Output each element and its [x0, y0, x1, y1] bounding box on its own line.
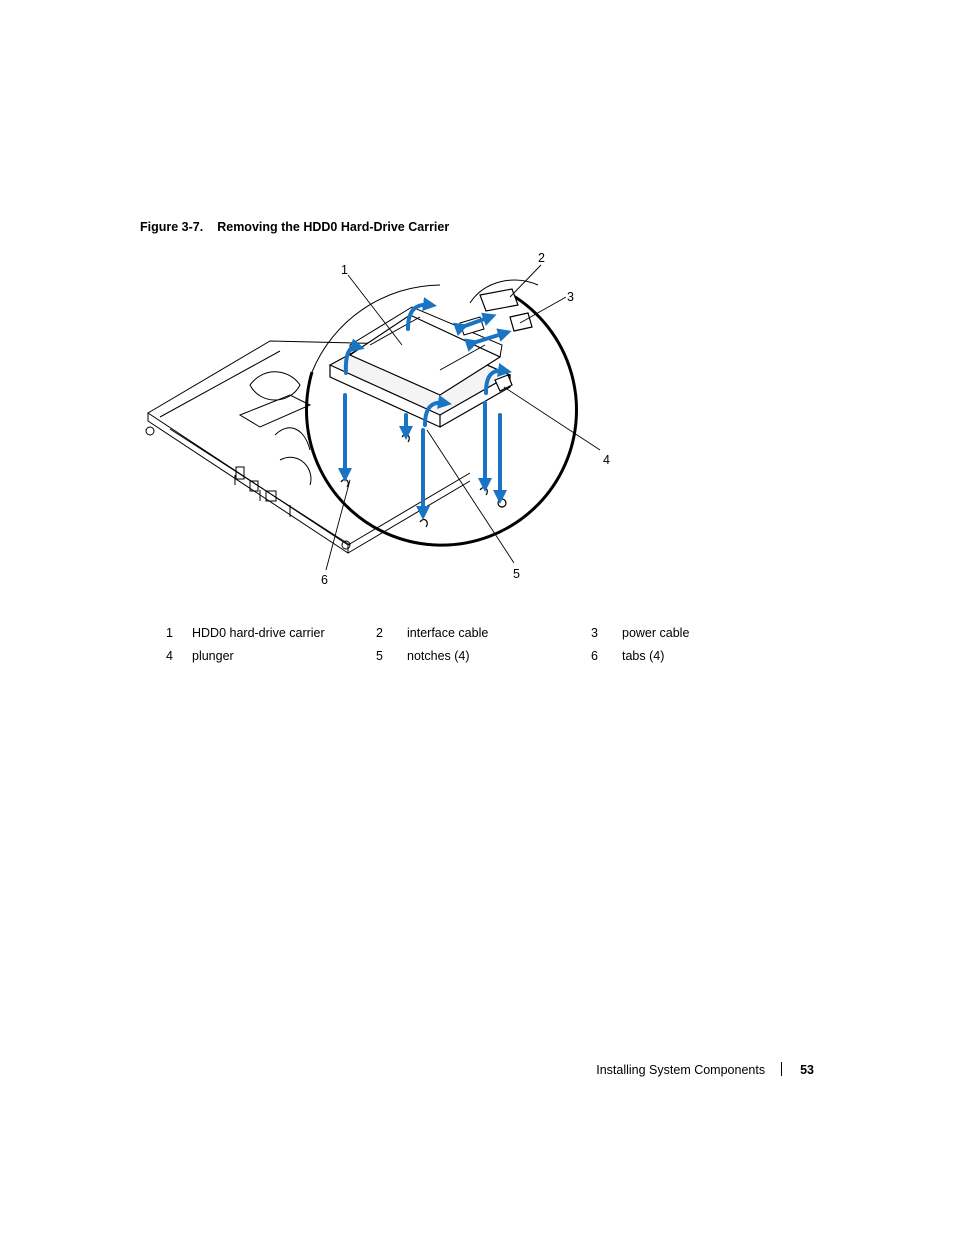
callout-4: 4 [603, 453, 610, 467]
legend-number: 6 [591, 649, 598, 663]
hdd0-carrier-illustration [140, 245, 640, 600]
callout-legend [166, 626, 726, 672]
legend-row [166, 626, 726, 649]
section-title: Installing System Components [596, 1063, 766, 1077]
legend-row [166, 649, 726, 672]
callout-3: 3 [567, 290, 574, 304]
legend-number: 2 [376, 626, 383, 640]
legend-label: interface cable [407, 626, 489, 640]
callout-5: 5 [513, 567, 520, 581]
figure-number: Figure 3-7. [140, 220, 204, 234]
callout-2: 2 [538, 251, 545, 265]
legend-label: plunger [192, 649, 234, 663]
legend-number: 4 [166, 649, 173, 663]
figure-title: Removing the HDD0 Hard-Drive Carrier [217, 220, 450, 234]
legend-number: 3 [591, 626, 598, 640]
legend-label: power cable [622, 626, 690, 640]
page-footer [596, 1062, 814, 1077]
figure-drawing [140, 245, 640, 600]
figure-caption [140, 220, 449, 234]
legend-label: HDD0 hard-drive carrier [192, 626, 325, 640]
legend-label: tabs (4) [622, 649, 665, 663]
legend-number: 5 [376, 649, 383, 663]
magnified-view [307, 280, 577, 545]
legend-label: notches (4) [407, 649, 470, 663]
footer-divider [781, 1062, 782, 1076]
callout-1: 1 [341, 263, 348, 277]
page-number: 53 [800, 1063, 814, 1077]
callout-6: 6 [321, 573, 328, 587]
legend-number: 1 [166, 626, 173, 640]
